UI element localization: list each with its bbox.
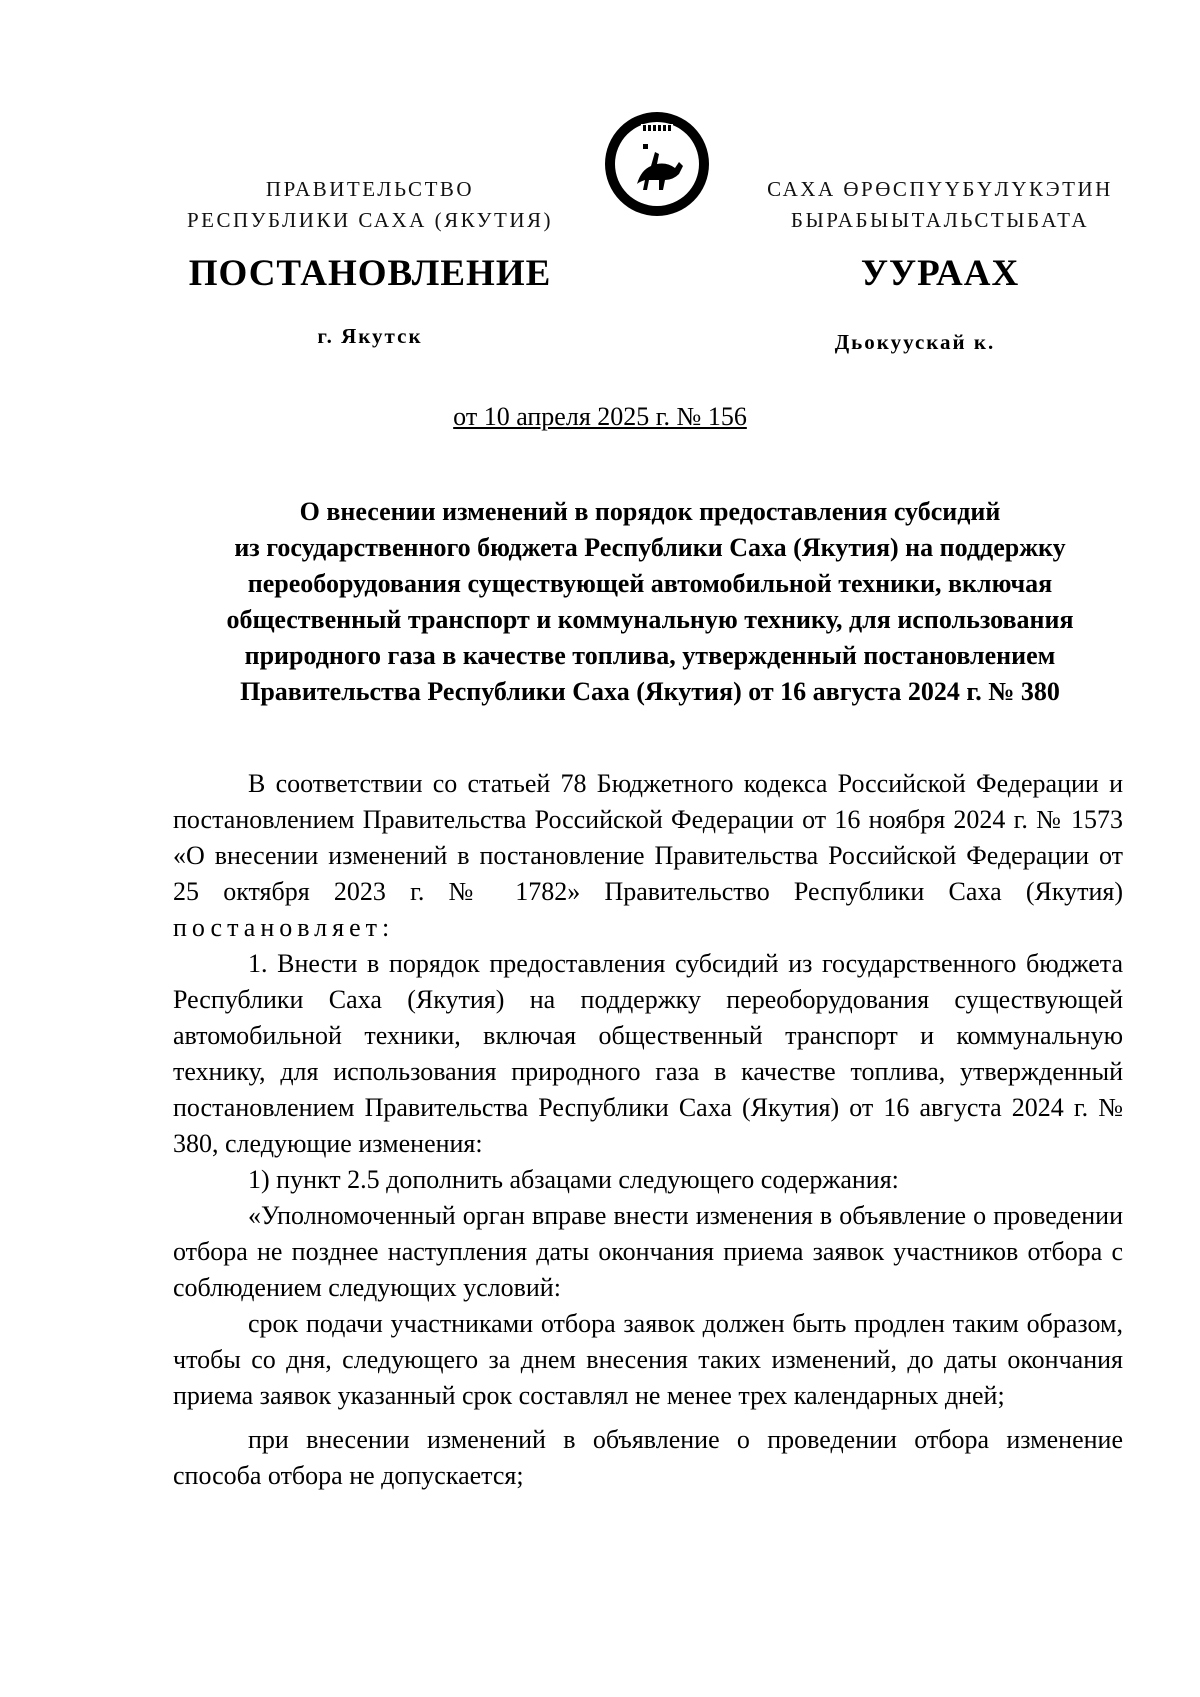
preamble-text: В соответствии со статьей 78 Бюджетного кодекса Российской Федерации и постановлением Правительства Российской Федерации от 16 ноября 2024 г. № 1573 «О внесении изменений в постановление Правительства Российской Федерации от 25 октября 2023 г. № 1782» Правительство Республики Саха (Якутия)	[173, 769, 1123, 906]
title-line: О внесении изменений в порядок предоставления субсидий	[299, 497, 1001, 526]
paragraph-subitem-1: 1) пункт 2.5 дополнить абзацами следующего содержания:	[248, 1165, 899, 1194]
right-org-line1: САХА ӨРӨСПҮҮБҮЛҮКЭТИН	[767, 177, 1113, 201]
right-org-name	[750, 174, 1130, 236]
title-left: ПОСТАНОВЛЕНИЕ	[188, 253, 552, 294]
paragraph-quote-start: «Уполномоченный орган вправе внести изменения в объявление о проведении отбора не позднее наступления даты окончания приема заявок участников отбора с соблюдением следующих условий:	[173, 1201, 1123, 1302]
left-org-line2: РЕСПУБЛИКИ САХА (ЯКУТИЯ)	[186, 208, 554, 232]
coat-of-arms-emblem	[603, 110, 711, 218]
left-org-name	[180, 174, 560, 236]
left-org-line1: ПРАВИТЕЛЬСТВО	[265, 177, 475, 201]
paragraph-deadline: срок подачи участниками отбора заявок должен быть продлен таким образом, чтобы со дня, следующего за днем внесения таких изменений, до даты окончания приема заявок указанный срок составлял не менее трех календарных дней;	[173, 1309, 1123, 1410]
date-number: от 10 апреля 2025 г. № 156	[453, 402, 747, 431]
title-line: Правительства Республики Саха (Якутия) от 16 августа 2024 г. № 380	[240, 677, 1060, 706]
paragraph-preamble	[173, 766, 1123, 946]
resolves-word: постановляет:	[173, 913, 395, 942]
title-line: переоборудования существующей автомобильной техники, включая	[247, 569, 1053, 598]
city-right: Дьокуускай к.	[834, 330, 996, 354]
paragraph-method: при внесении изменений в объявление о проведении отбора изменение способа отбора не допускается;	[173, 1425, 1123, 1490]
paragraph-item-1: 1. Внести в порядок предоставления субсидий из государственного бюджета Республики Саха (Якутия) на поддержку переоборудования существующей автомобильной техники, включая общественный транспорт и коммунальную технику, для использования природного газа в качестве топлива, утвержденный постановлением Правительства Республики Саха (Якутия) от 16 августа 2024 г. № 380, следующие изменения:	[173, 949, 1123, 1158]
date-line	[0, 402, 1200, 432]
title-line: общественный транспорт и коммунальную технику, для использования	[226, 605, 1074, 634]
title-line: природного газа в качестве топлива, утвержденный постановлением	[244, 641, 1056, 670]
right-org-line2: БЫРАБЫЫТАЛЬСТЫБАТА	[790, 208, 1090, 232]
title-line: из государственного бюджета Республики Саха (Якутия) на поддержку	[234, 533, 1066, 562]
document-title	[170, 494, 1130, 710]
document-body	[173, 766, 1123, 1494]
city-left: г. Якутск	[317, 324, 423, 348]
title-right: УУРААХ	[860, 253, 1020, 294]
